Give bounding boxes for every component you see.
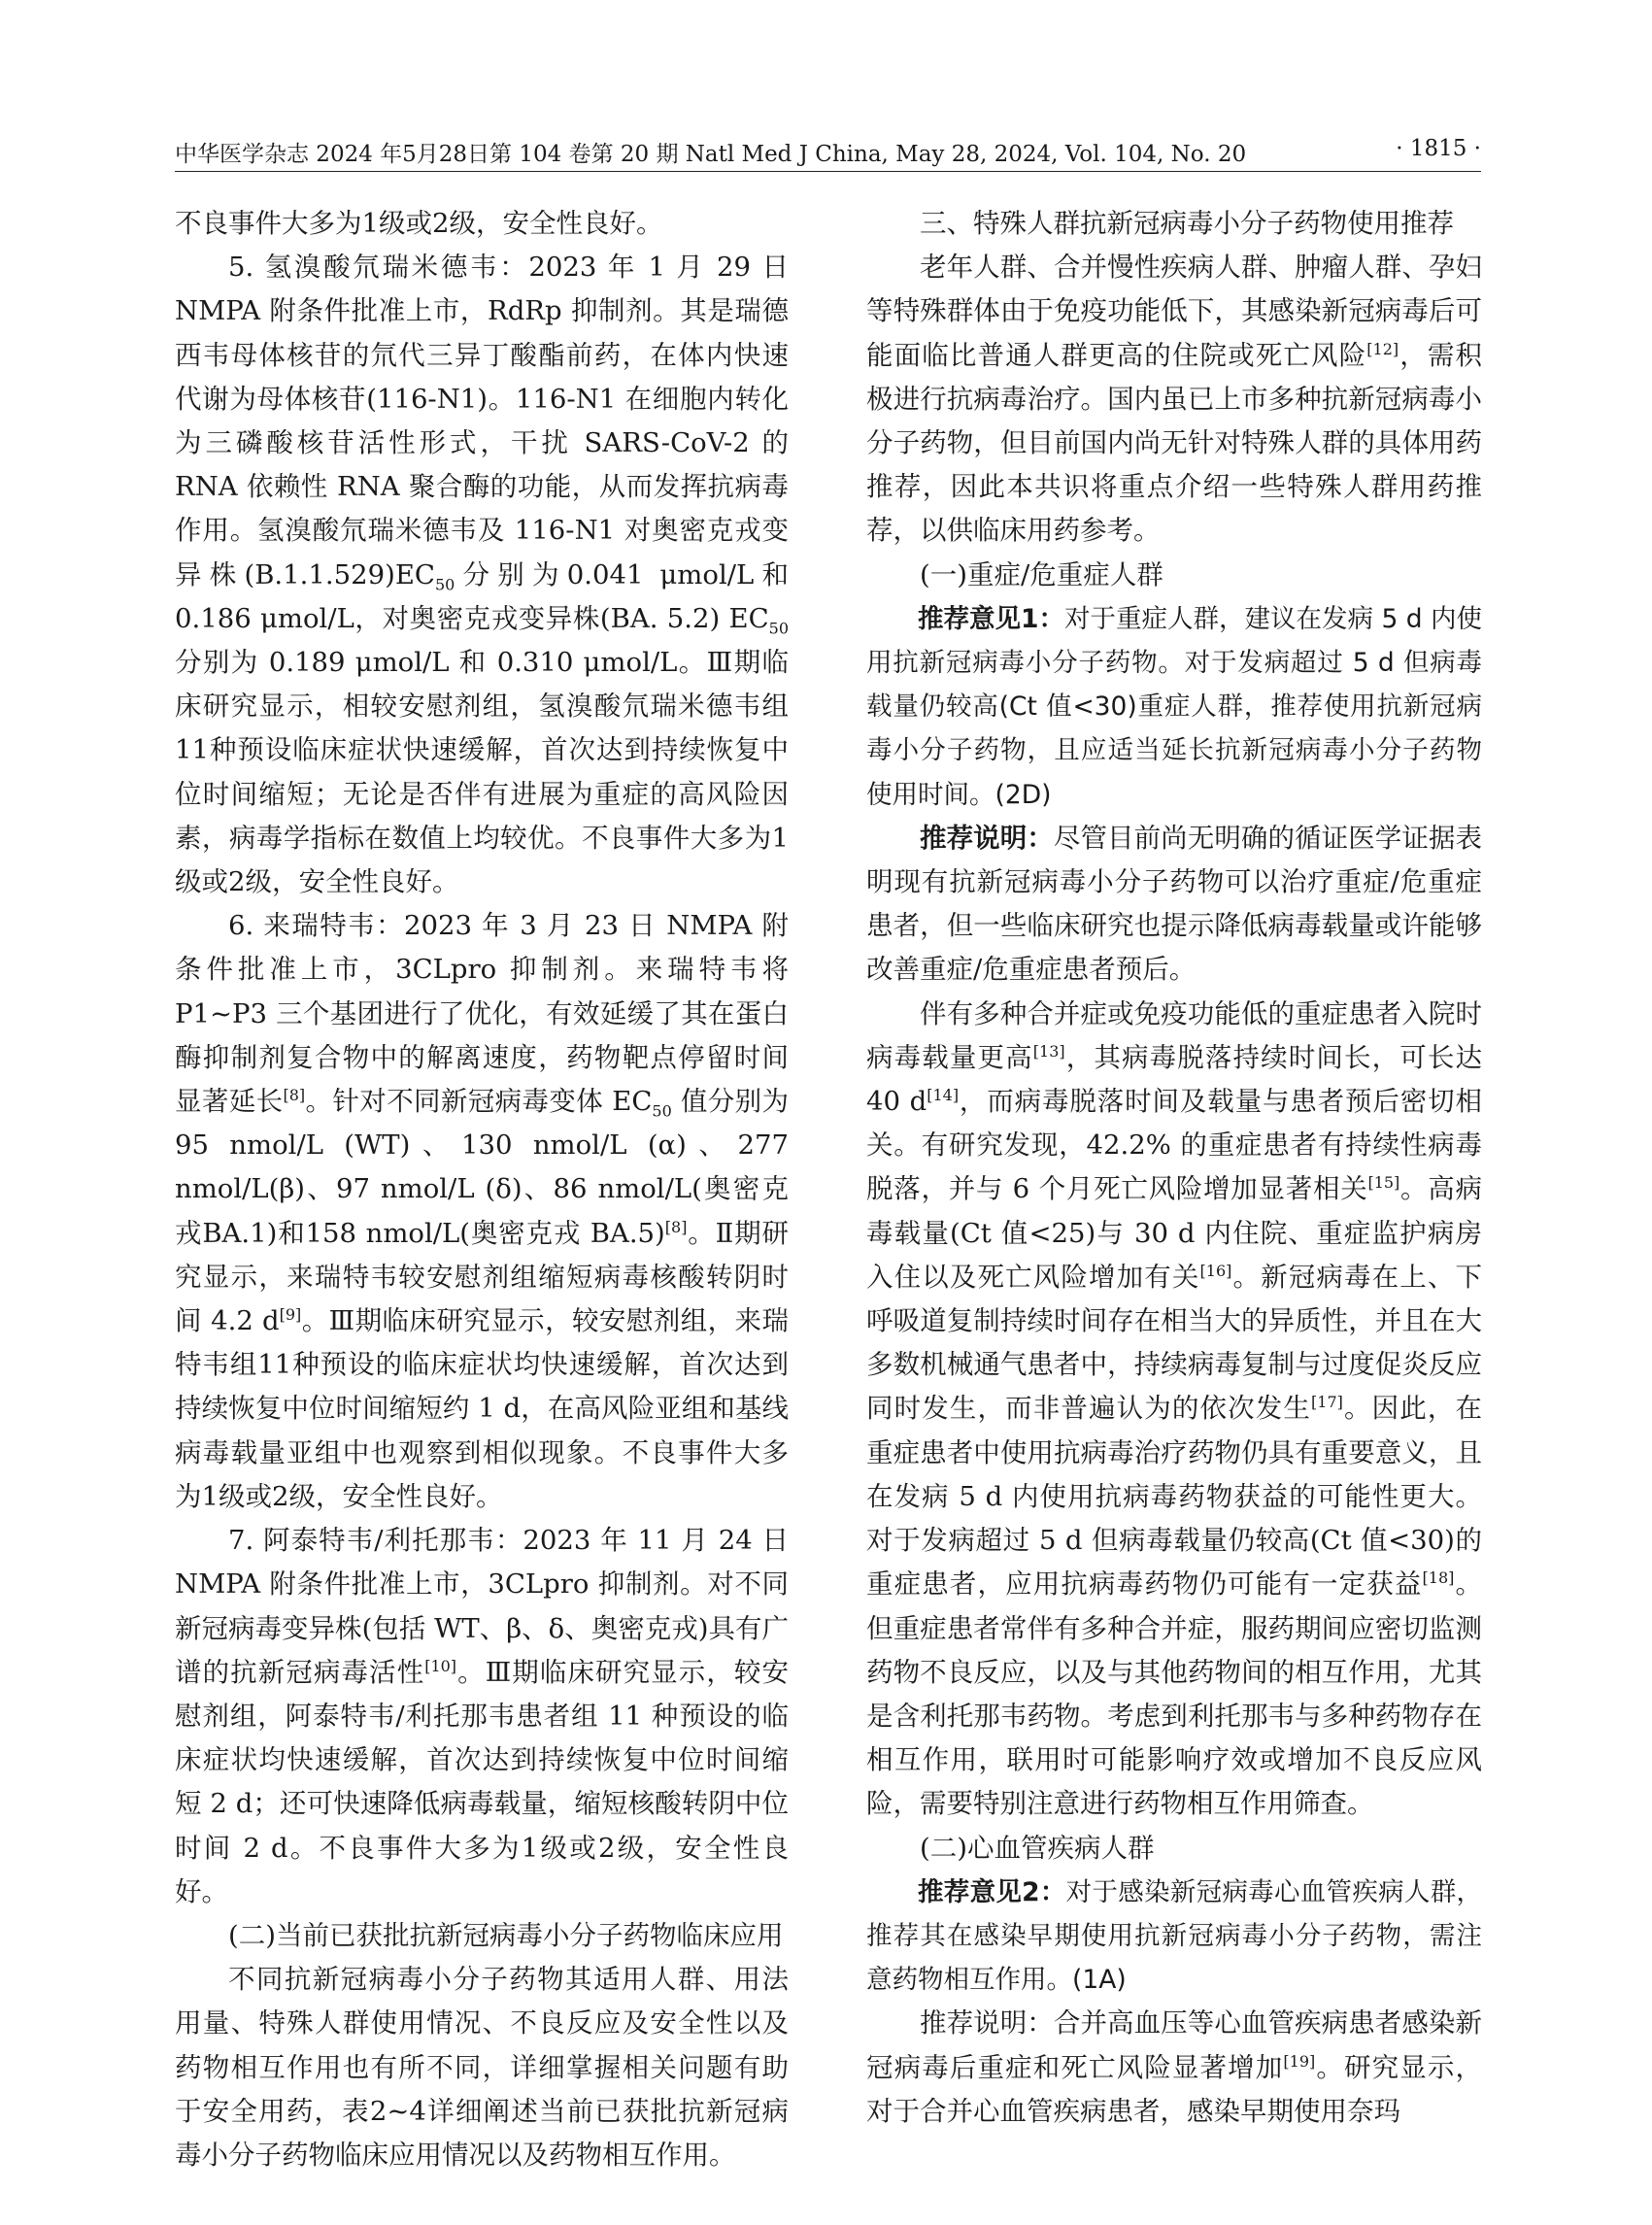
page-number: · 1815 · [1396, 136, 1481, 161]
body-paragraph: 7. 阿泰特韦/利托那韦：2023 年 11 月 24 日 NMPA 附条件批准上市，3CLpro 抑制剂。对不同新冠病毒变异株(包括 WT、β、δ、奥密克戎)具有广谱的抗新冠病毒活性[10]。Ⅲ期临床研究显示，较安慰剂组，阿泰特韦/利托那韦患者组 11 种预设的临床症状均快速缓解，首次达到持续恢复中位时间缩短 2 d；还可快速降低病毒载量，缩短核酸转阴中位时间 2 d。不良事件大多为1级或2级，安全性良好。 [175, 1525, 789, 1907]
running-header [175, 132, 1481, 172]
recommendation-paragraph: 推荐意见2：对于感染新冠病毒心血管疾病人群，推荐其在感染早期使用抗新冠病毒小分子药物，需注意药物相互作用。(1A) [866, 1876, 1482, 1996]
body-paragraph: 5. 氢溴酸氘瑞米德韦：2023 年 1 月 29 日 NMPA 附条件批准上市，RdRp 抑制剂。其是瑞德西韦母体核苷的氘代三异丁酸酯前药，在体内快速代谢为母体核苷(116-N1)。116-N1 在细胞内转化为三磷酸核苷活性形式，干扰 SARS-CoV-2 的 RNA 依赖性 RNA 聚合酶的功能，从而发挥抗病毒作用。氢溴酸氘瑞米德韦及 116-N1 对奥密克戎变异株$(B.1.1.529)EC_{50}$分别为0.041 μmol/L和0.186 μmol/L，对奥密克戎变异株(BA. 5.2) $EC_{50}$ 分别为 0.189 μmol/L 和 0.310 μmol/L。Ⅲ期临床研究显示，相较安慰剂组，氢溴酸氘瑞米德韦组11种预设临床症状快速缓解，首次达到持续恢复中位时间缩短；无论是否伴有进展为重症的高风险因素，病毒学指标在数值上均较优。不良事件大多为1级或2级，安全性良好。 [175, 252, 789, 898]
section-heading: 三、特殊人群抗新冠病毒小分子药物使用推荐 [920, 208, 1454, 239]
recommendation-paragraph: 推荐意见1：对于重症人群，建议在发病 5 d 内使用抗新冠病毒小分子药物。对于发病超过 5 d 但病毒载量仍较高(Ct 值<30)重症人群，推荐使用抗新冠病毒小分子药物，且应适当延长抗新冠病毒小分子药物使用时间。(2D) [866, 603, 1482, 810]
body-paragraph: 老年人群、合并慢性疾病人群、肿瘤人群、孕妇等特殊群体由于免疫功能低下，其感染新冠病毒后可能面临比普通人群更高的住院或死亡风险[12]，需积极进行抗病毒治疗。国内虽已上市多种抗新冠病毒小分子药物，但目前国内尚无针对特殊人群的具体用药推荐，因此本共识将重点介绍一些特殊人群用药推荐，以供临床用药参考。 [866, 252, 1483, 547]
right-column [866, 202, 1482, 2134]
left-column [175, 202, 789, 2177]
section-heading: (二)心血管疾病人群 [920, 1832, 1155, 1864]
section-heading: (一)重症/危重症人群 [920, 558, 1163, 590]
body-paragraph: 伴有多种合并症或免疫功能低的重症患者入院时病毒载量更高[13]，其病毒脱落持续时间长，可长达 40 d[14]，而病毒脱落时间及载量与患者预后密切相关。有研究发现，42.2% 的重症患者有持续性病毒脱落，并与 6 个月死亡风险增加显著相关[15]。高病毒载量(Ct 值<25)与 30 d 内住院、重症监护病房入住以及死亡风险增加有关[16]。新冠病毒在上、下呼吸道复制持续时间存在相当大的异质性，并且在大多数机械通气患者中，持续病毒复制与过度促炎反应同时发生，而非普遍认为的依次发生[17]。因此，在重症患者中使用抗病毒治疗药物仍具有重要意义，且在发病 5 d 内使用抗病毒药物获益的可能性更大。对于发病超过 5 d 但病毒载量仍较高(Ct 值<30)的重症患者，应用抗病毒药物仍可能有一定获益[18]。但重症患者常伴有多种合并症，服药期间应密切监测药物不良反应，以及与其他药物间的相互作用，尤其是含利托那韦药物。考虑到利托那韦与多种药物存在相互作用，联用时可能影响疗效或增加不良反应风险，需要特别注意进行药物相互作用筛查。 [866, 997, 1483, 1820]
body-paragraph: 不良事件大多为1级或2级，安全性良好。 [175, 208, 663, 239]
body-paragraph: 推荐说明：尽管目前尚无明确的循证医学证据表明现有抗新冠病毒小分子药物可以治疗重症/危重症患者，但一些临床研究也提示降低病毒载量或许能够改善重症/危重症患者预后。 [866, 822, 1482, 986]
journal-citation: 中华医学杂志 2024 年5月28日第 104 卷第 20 期 Natl Med J China, May 28, 2024, Vol. 104, No. 20 [175, 142, 1247, 167]
section-heading: (二)当前已获批抗新冠病毒小分子药物临床应用 [228, 1919, 784, 1951]
body-paragraph: 6. 来瑞特韦：2023 年 3 月 23 日 NMPA 附条件批准上市，3CLpro 抑制剂。来瑞特韦将 P1~P3 三个基团进行了优化，有效延缓了其在蛋白酶抑制剂复合物中的解离速度，药物靶点停留时间显著延长[8]。针对不同新冠病毒变体 $EC_{50}$ 值分别为 95 nmol/L (WT)、130 nmol/L (α)、277 nmol/L(β)、97 nmol/L (δ)、86 nmol/L(奥密克戎BA.1)和158 nmol/L(奥密克戎 BA.5)[8]。Ⅱ期研究显示，来瑞特韦较安慰剂组缩短病毒核酸转阴时间 4.2 d[9]。Ⅲ期临床研究显示，较安慰剂组，来瑞特韦组11种预设的临床症状均快速缓解，首次达到持续恢复中位时间缩短约 1 d，在高风险亚组和基线病毒载量亚组中也观察到相似现象。不良事件大多为1级或2级，安全性良好。 [175, 910, 790, 1512]
body-paragraph: 不同抗新冠病毒小分子药物其适用人群、用法用量、特殊人群使用情况、不良反应及安全性以及药物相互作用也有所不同，详细掌握相关问题有助于安全用药，表2~4详细阐述当前已获批抗新冠病毒小分子药物临床应用情况以及药物相互作用。 [175, 1964, 789, 2171]
body-paragraph: 推荐说明：合并高血压等心血管疾病患者感染新冠病毒后重症和死亡风险显著增加[19]。研究显示，对于合并心血管疾病患者，感染早期使用奈玛 [866, 2007, 1483, 2127]
